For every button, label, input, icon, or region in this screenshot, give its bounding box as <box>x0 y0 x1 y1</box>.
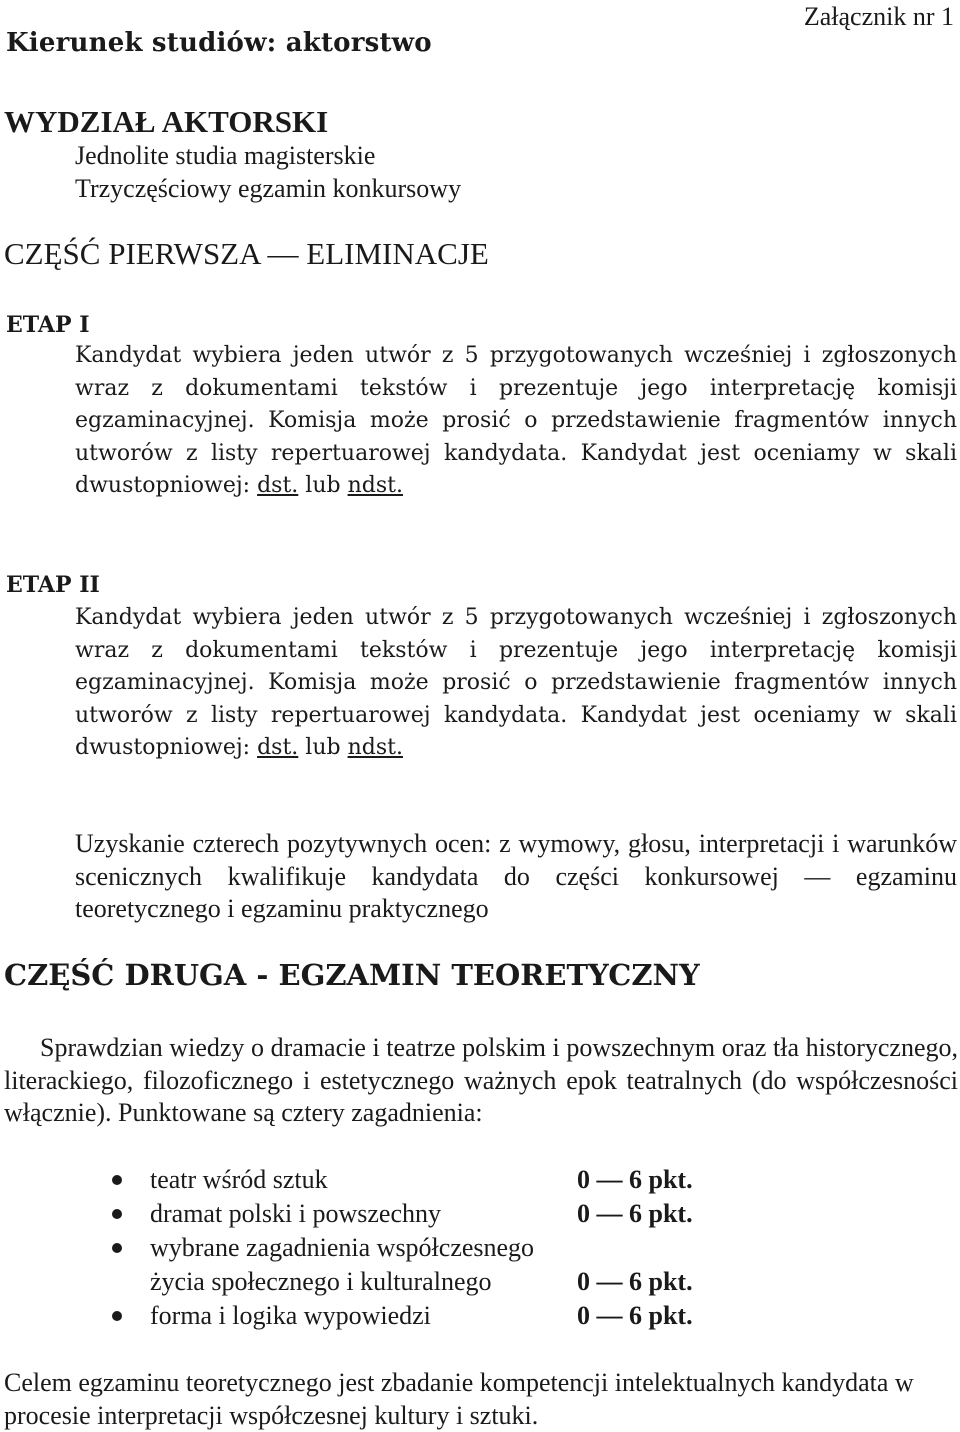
qualification-summary: Uzyskanie czterech pozytywnych ocen: z wymowy, głosu, interpretacji i warunków scenicznych kwalifikuje kandydata do części konkursowej — egzaminu teoretycznego i egzaminu praktycznego <box>75 829 957 923</box>
score-range: 0 — 6 pkt. <box>577 1165 693 1194</box>
stage-one-heading: ETAP I <box>6 312 90 338</box>
list-item: wybrane zagadnienia współczesnego życia społecznego i kulturalnego 0 — 6 pkt. <box>112 1230 812 1298</box>
grade-fail: ndst. <box>347 473 403 498</box>
page-title: Kierunek studiów: aktorstwo <box>6 28 432 58</box>
score-range: 0 — 6 pkt. <box>577 1199 693 1228</box>
bullet-icon <box>112 1243 122 1253</box>
faculty-heading: WYDZIAŁ AKTORSKI <box>4 104 329 139</box>
grade-pass: dst. <box>257 735 299 760</box>
stage-one-text: Kandydat wybiera jeden utwór z 5 przygotowanych wcześniej i zgłoszonych wraz z dokumentami tekstów i prezentuje jego interpretację komisji egzaminacyjnej. Komisja może prosić o przedstawienie fragmentów innych utworów z listy repertuarowej kandydata. Kandydat jest oceniamy w skali dwustopniowej: dst. lub ndst. <box>75 343 957 498</box>
stage-two-heading: ETAP II <box>6 572 100 598</box>
topics-list <box>112 1162 812 1332</box>
list-item: teatr wśród sztuk 0 — 6 pkt. <box>112 1162 812 1196</box>
grade-pass: dst. <box>257 473 299 498</box>
stage-two-text: Kandydat wybiera jeden utwór z 5 przygotowanych wcześniej i zgłoszonych wraz z dokumentami tekstów i prezentuje jego interpretację komisji egzaminacyjnej. Komisja może prosić o przedstawienie fragmentów innych utworów z listy repertuarowej kandydata. Kandydat jest oceniamy w skali dwustopniowej: dst. lub ndst. <box>75 605 957 760</box>
study-type-line: Jednolite studia magisterskie <box>75 141 376 170</box>
bullet-icon <box>112 1209 122 1219</box>
score-range: 0 — 6 pkt. <box>577 1267 693 1296</box>
annex-label: Załącznik nr 1 <box>803 2 954 31</box>
list-item: forma i logika wypowiedzi 0 — 6 pkt. <box>112 1298 812 1332</box>
exam-goal-text: Celem egzaminu teoretycznego jest zbadanie kompetencji intelektualnych kandydata w procesie interpretacji współczesnej kultury i sztuki. <box>4 1368 914 1430</box>
part-two-intro: Sprawdzian wiedzy o dramacie i teatrze polskim i powszechnym oraz tła historycznego, literackiego, filozoficznego i estetycznego ważnych epok teatralnych (do współczesności włącznie). Punktowane są cztery zagadnienia: <box>4 1033 958 1127</box>
score-range: 0 — 6 pkt. <box>577 1301 693 1330</box>
list-item: dramat polski i powszechny 0 — 6 pkt. <box>112 1196 812 1230</box>
bullet-icon <box>112 1311 122 1321</box>
exam-type-line: Trzyczęściowy egzamin konkursowy <box>75 174 462 203</box>
part-two-heading: CZĘŚĆ DRUGA - EGZAMIN TEORETYCZNY <box>4 958 700 992</box>
bullet-icon <box>112 1175 122 1185</box>
part-one-heading: CZĘŚĆ PIERWSZA — ELIMINACJE <box>4 236 489 271</box>
grade-fail: ndst. <box>347 735 403 760</box>
